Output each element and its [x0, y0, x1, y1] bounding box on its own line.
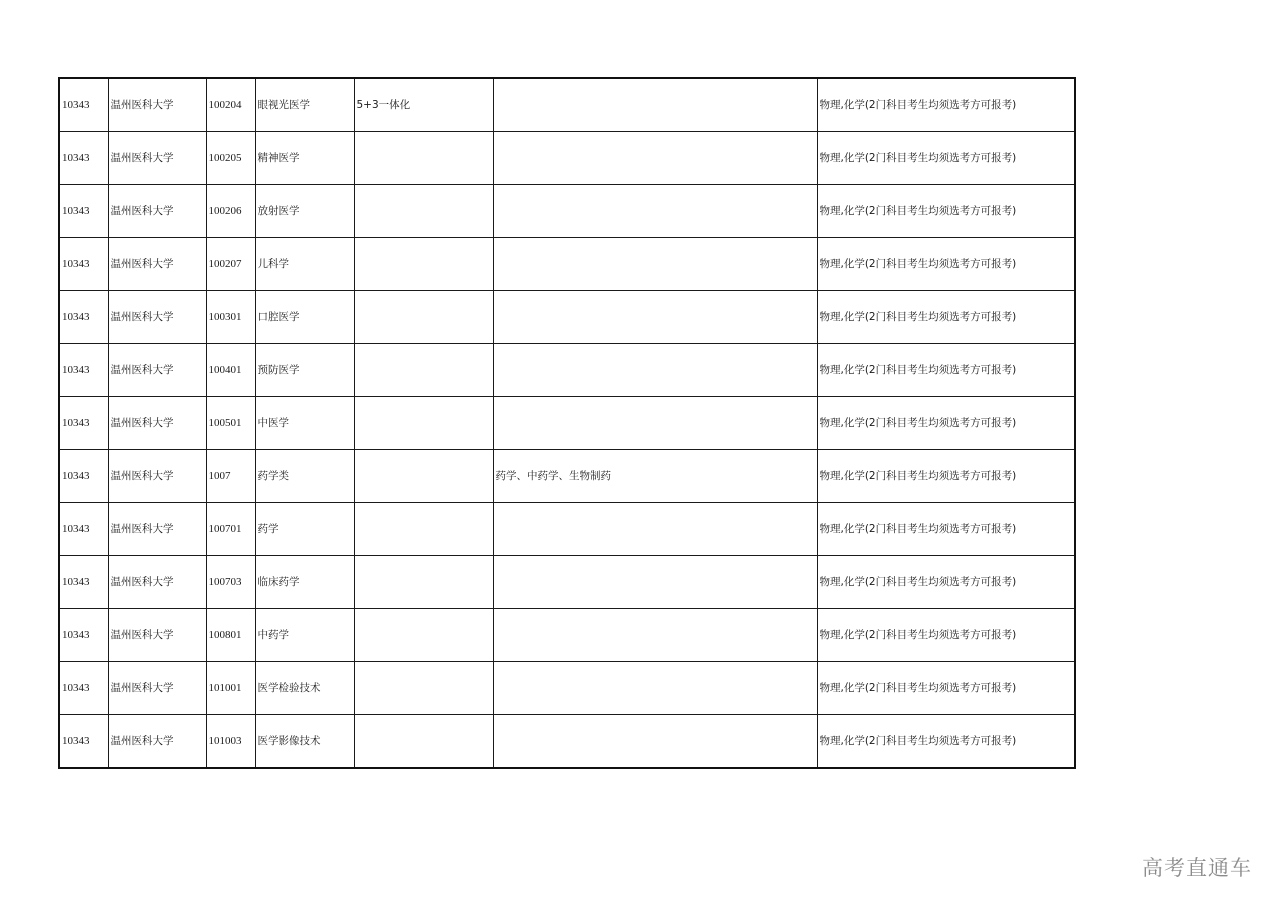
major-code-cell: 100207	[206, 238, 255, 291]
table-row	[59, 344, 1075, 397]
major-name-cell: 中医学	[255, 397, 354, 450]
subject-requirement-cell: 物理,化学(2门科目考生均须选考方可报考)	[817, 662, 1075, 715]
admission-requirements-table	[58, 77, 1076, 769]
table-row	[59, 397, 1075, 450]
note-cell	[354, 291, 493, 344]
major-name-cell: 医学影像技术	[255, 715, 354, 769]
major-name-cell: 中药学	[255, 609, 354, 662]
note-cell	[354, 609, 493, 662]
school-name-cell: 温州医科大学	[108, 556, 206, 609]
school-code-cell: 10343	[59, 78, 108, 132]
subject-requirement-cell: 物理,化学(2门科目考生均须选考方可报考)	[817, 78, 1075, 132]
included-majors-cell	[493, 78, 817, 132]
note-cell	[354, 662, 493, 715]
table-row	[59, 450, 1075, 503]
school-code-cell: 10343	[59, 715, 108, 769]
included-majors-cell	[493, 662, 817, 715]
note-cell	[354, 132, 493, 185]
included-majors-cell	[493, 715, 817, 769]
note-cell	[354, 503, 493, 556]
included-majors-cell	[493, 344, 817, 397]
major-name-cell: 药学类	[255, 450, 354, 503]
major-code-cell: 100703	[206, 556, 255, 609]
school-name-cell: 温州医科大学	[108, 662, 206, 715]
table-row	[59, 291, 1075, 344]
school-name-cell: 温州医科大学	[108, 450, 206, 503]
major-name-cell: 口腔医学	[255, 291, 354, 344]
major-name-cell: 放射医学	[255, 185, 354, 238]
school-name-cell: 温州医科大学	[108, 715, 206, 769]
included-majors-cell	[493, 291, 817, 344]
major-name-cell: 医学检验技术	[255, 662, 354, 715]
school-code-cell: 10343	[59, 291, 108, 344]
subject-requirement-cell: 物理,化学(2门科目考生均须选考方可报考)	[817, 609, 1075, 662]
major-name-cell: 儿科学	[255, 238, 354, 291]
school-code-cell: 10343	[59, 238, 108, 291]
major-code-cell: 100501	[206, 397, 255, 450]
major-code-cell: 100301	[206, 291, 255, 344]
subject-requirement-cell: 物理,化学(2门科目考生均须选考方可报考)	[817, 556, 1075, 609]
subject-requirement-cell: 物理,化学(2门科目考生均须选考方可报考)	[817, 291, 1075, 344]
included-majors-cell	[493, 609, 817, 662]
included-majors-cell: 药学、中药学、生物制药	[493, 450, 817, 503]
subject-requirement-cell: 物理,化学(2门科目考生均须选考方可报考)	[817, 450, 1075, 503]
school-name-cell: 温州医科大学	[108, 503, 206, 556]
included-majors-cell	[493, 556, 817, 609]
table-row	[59, 715, 1075, 769]
included-majors-cell	[493, 238, 817, 291]
subject-requirement-cell: 物理,化学(2门科目考生均须选考方可报考)	[817, 238, 1075, 291]
school-name-cell: 温州医科大学	[108, 397, 206, 450]
major-code-cell: 100401	[206, 344, 255, 397]
major-code-cell: 100206	[206, 185, 255, 238]
major-code-cell: 101003	[206, 715, 255, 769]
note-cell	[354, 556, 493, 609]
major-code-cell: 101001	[206, 662, 255, 715]
note-cell	[354, 238, 493, 291]
school-code-cell: 10343	[59, 556, 108, 609]
table-row	[59, 132, 1075, 185]
table-row	[59, 609, 1075, 662]
included-majors-cell	[493, 397, 817, 450]
major-code-cell: 100701	[206, 503, 255, 556]
note-cell	[354, 185, 493, 238]
school-code-cell: 10343	[59, 185, 108, 238]
table-row	[59, 662, 1075, 715]
note-cell	[354, 344, 493, 397]
school-name-cell: 温州医科大学	[108, 78, 206, 132]
major-name-cell: 药学	[255, 503, 354, 556]
school-code-cell: 10343	[59, 132, 108, 185]
major-code-cell: 100204	[206, 78, 255, 132]
subject-requirement-cell: 物理,化学(2门科目考生均须选考方可报考)	[817, 397, 1075, 450]
school-code-cell: 10343	[59, 450, 108, 503]
school-code-cell: 10343	[59, 609, 108, 662]
table-row	[59, 503, 1075, 556]
school-code-cell: 10343	[59, 397, 108, 450]
note-cell	[354, 715, 493, 769]
school-name-cell: 温州医科大学	[108, 344, 206, 397]
note-cell: 5+3一体化	[354, 78, 493, 132]
school-name-cell: 温州医科大学	[108, 238, 206, 291]
major-code-cell: 100205	[206, 132, 255, 185]
school-name-cell: 温州医科大学	[108, 185, 206, 238]
major-name-cell: 预防医学	[255, 344, 354, 397]
subject-requirement-cell: 物理,化学(2门科目考生均须选考方可报考)	[817, 132, 1075, 185]
included-majors-cell	[493, 503, 817, 556]
watermark-logo: 高考直通车	[1142, 856, 1252, 880]
school-code-cell: 10343	[59, 503, 108, 556]
major-code-cell: 1007	[206, 450, 255, 503]
subject-requirement-cell: 物理,化学(2门科目考生均须选考方可报考)	[817, 715, 1075, 769]
included-majors-cell	[493, 185, 817, 238]
school-code-cell: 10343	[59, 344, 108, 397]
major-name-cell: 临床药学	[255, 556, 354, 609]
subject-requirement-cell: 物理,化学(2门科目考生均须选考方可报考)	[817, 344, 1075, 397]
school-name-cell: 温州医科大学	[108, 609, 206, 662]
table-row	[59, 556, 1075, 609]
subject-requirement-cell: 物理,化学(2门科目考生均须选考方可报考)	[817, 185, 1075, 238]
note-cell	[354, 450, 493, 503]
school-name-cell: 温州医科大学	[108, 291, 206, 344]
table-row	[59, 238, 1075, 291]
subject-requirement-cell: 物理,化学(2门科目考生均须选考方可报考)	[817, 503, 1075, 556]
table-row	[59, 185, 1075, 238]
table-row	[59, 78, 1075, 132]
table-body	[59, 78, 1075, 768]
school-code-cell: 10343	[59, 662, 108, 715]
major-name-cell: 精神医学	[255, 132, 354, 185]
included-majors-cell	[493, 132, 817, 185]
note-cell	[354, 397, 493, 450]
major-name-cell: 眼视光医学	[255, 78, 354, 132]
school-name-cell: 温州医科大学	[108, 132, 206, 185]
major-code-cell: 100801	[206, 609, 255, 662]
